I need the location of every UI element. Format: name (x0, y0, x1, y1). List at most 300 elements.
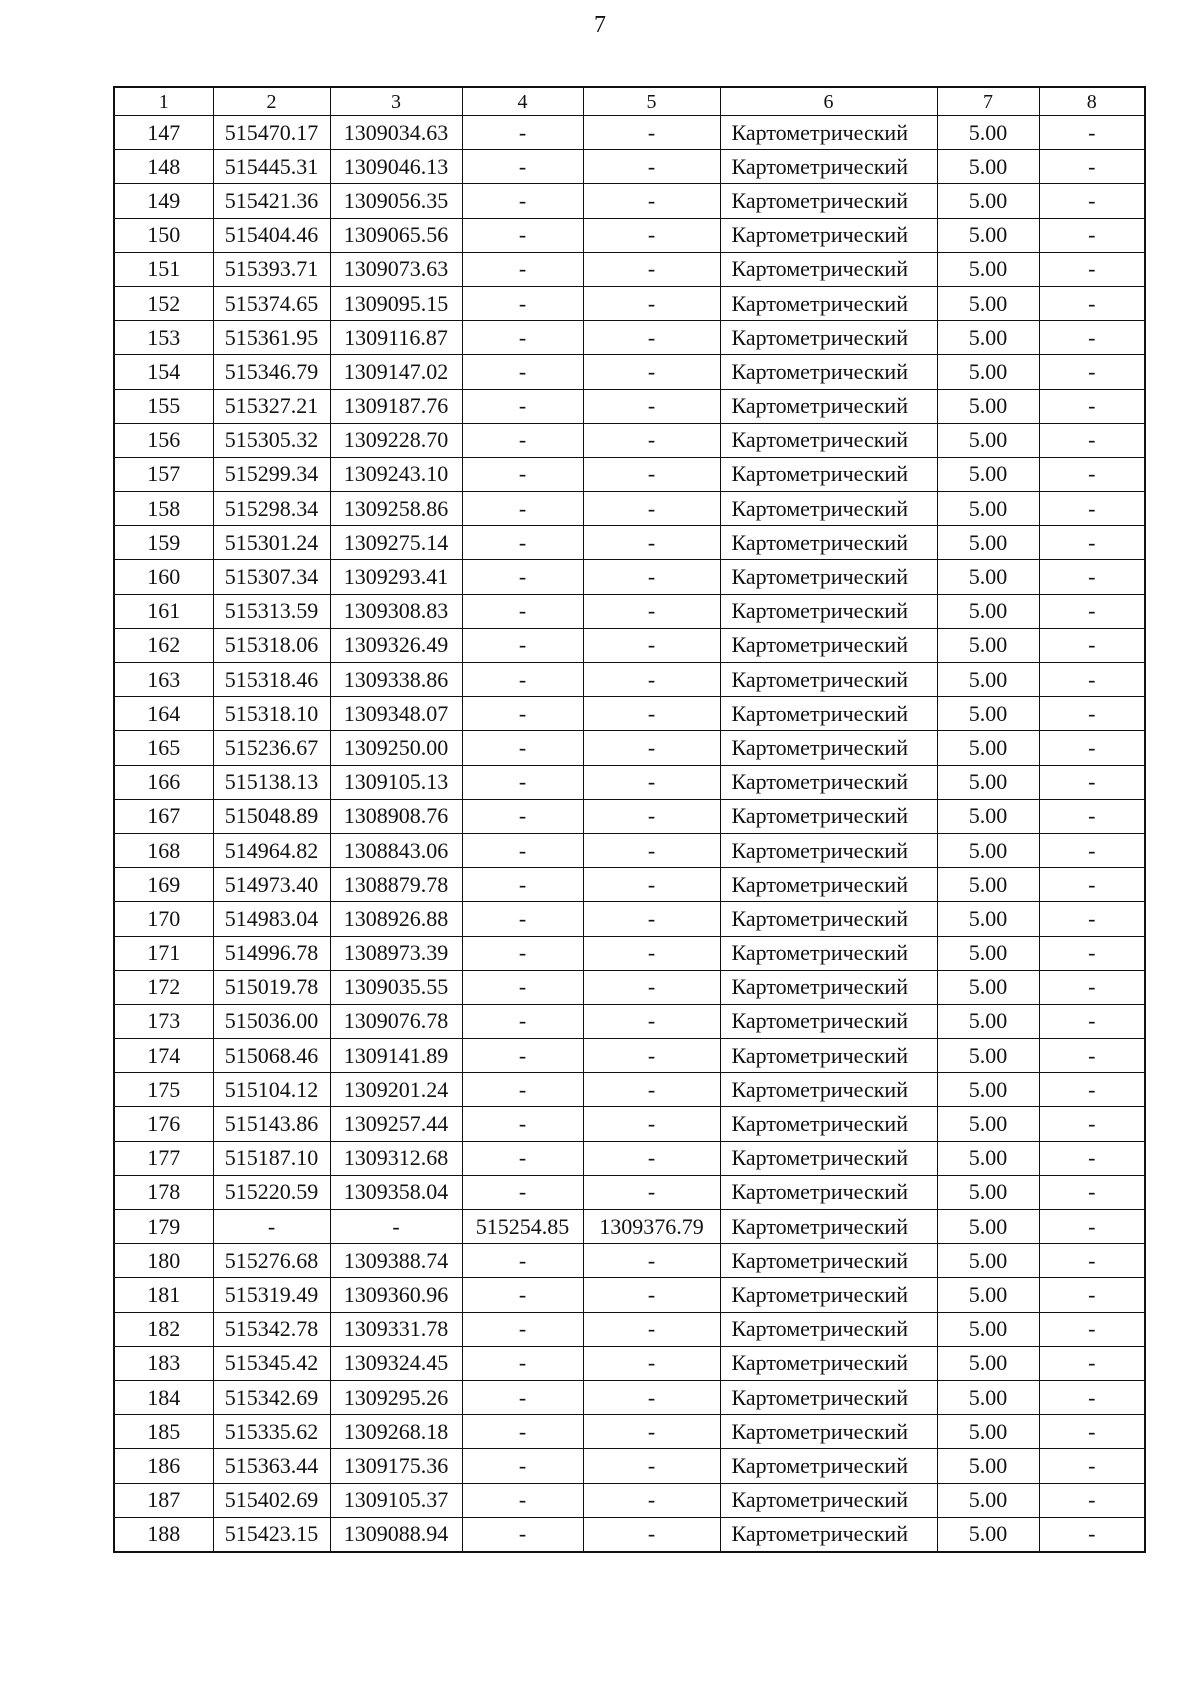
table-row (114, 1073, 1145, 1107)
table-row (114, 799, 1145, 833)
accuracy-cell: 5.00 (937, 492, 1039, 526)
column-header: 8 (1039, 87, 1145, 116)
method-cell: Картометрический (720, 1312, 937, 1346)
y-coordinate-cell: 1308843.06 (330, 833, 462, 867)
description-cell: - (1039, 1278, 1145, 1312)
y-new-coordinate-cell: - (583, 1415, 720, 1449)
accuracy-cell: 5.00 (937, 1004, 1039, 1038)
table-row (114, 1483, 1145, 1517)
accuracy-cell: 5.00 (937, 1346, 1039, 1380)
x-coordinate-cell: 515342.69 (213, 1380, 330, 1414)
method-cell: Картометрический (720, 628, 937, 662)
method-cell: Картометрический (720, 663, 937, 697)
table-row (114, 355, 1145, 389)
method-cell: Картометрический (720, 116, 937, 150)
method-cell: Картометрический (720, 594, 937, 628)
table-row (114, 423, 1145, 457)
x-new-coordinate-cell: - (462, 184, 583, 218)
point-number-cell: 172 (114, 970, 213, 1004)
x-new-coordinate-cell: - (462, 1073, 583, 1107)
x-coordinate-cell: 515393.71 (213, 252, 330, 286)
point-number-cell: 169 (114, 868, 213, 902)
accuracy-cell: 5.00 (937, 1517, 1039, 1552)
accuracy-cell: 5.00 (937, 184, 1039, 218)
description-cell: - (1039, 765, 1145, 799)
table-row (114, 663, 1145, 697)
description-cell: - (1039, 457, 1145, 491)
x-new-coordinate-cell: - (462, 116, 583, 150)
method-cell: Картометрический (720, 492, 937, 526)
y-new-coordinate-cell: - (583, 1107, 720, 1141)
y-coordinate-cell: 1309326.49 (330, 628, 462, 662)
x-coordinate-cell: 515404.46 (213, 218, 330, 252)
point-number-cell: 171 (114, 936, 213, 970)
y-new-coordinate-cell: - (583, 731, 720, 765)
point-number-cell: 174 (114, 1039, 213, 1073)
accuracy-cell: 5.00 (937, 423, 1039, 457)
x-coordinate-cell: 515374.65 (213, 286, 330, 320)
table-row (114, 321, 1145, 355)
method-cell: Картометрический (720, 833, 937, 867)
y-new-coordinate-cell: - (583, 970, 720, 1004)
method-cell: Картометрический (720, 1210, 937, 1244)
table-row (114, 1449, 1145, 1483)
x-new-coordinate-cell: - (462, 560, 583, 594)
description-cell: - (1039, 1346, 1145, 1380)
y-coordinate-cell: 1309360.96 (330, 1278, 462, 1312)
y-coordinate-cell: 1309141.89 (330, 1039, 462, 1073)
y-new-coordinate-cell: - (583, 663, 720, 697)
y-new-coordinate-cell: - (583, 560, 720, 594)
y-new-coordinate-cell: - (583, 594, 720, 628)
method-cell: Картометрический (720, 1449, 937, 1483)
table-row (114, 1141, 1145, 1175)
description-cell: - (1039, 355, 1145, 389)
y-new-coordinate-cell: - (583, 936, 720, 970)
x-new-coordinate-cell: - (462, 628, 583, 662)
y-coordinate-cell: 1309076.78 (330, 1004, 462, 1038)
x-new-coordinate-cell: - (462, 1175, 583, 1209)
y-coordinate-cell: 1309388.74 (330, 1244, 462, 1278)
table-row (114, 1380, 1145, 1414)
method-cell: Картометрический (720, 799, 937, 833)
x-new-coordinate-cell: - (462, 868, 583, 902)
x-coordinate-cell: 514983.04 (213, 902, 330, 936)
description-cell: - (1039, 526, 1145, 560)
table-row (114, 184, 1145, 218)
method-cell: Картометрический (720, 286, 937, 320)
table-row (114, 116, 1145, 150)
description-cell: - (1039, 1141, 1145, 1175)
point-number-cell: 165 (114, 731, 213, 765)
method-cell: Картометрический (720, 1107, 937, 1141)
method-cell: Картометрический (720, 321, 937, 355)
accuracy-cell: 5.00 (937, 1312, 1039, 1346)
x-new-coordinate-cell: - (462, 1312, 583, 1346)
y-new-coordinate-cell: - (583, 423, 720, 457)
description-cell: - (1039, 594, 1145, 628)
x-new-coordinate-cell: - (462, 594, 583, 628)
table-row (114, 1004, 1145, 1038)
y-new-coordinate-cell: - (583, 457, 720, 491)
x-coordinate-cell: 514996.78 (213, 936, 330, 970)
accuracy-cell: 5.00 (937, 1141, 1039, 1175)
description-cell: - (1039, 663, 1145, 697)
description-cell: - (1039, 389, 1145, 423)
x-coordinate-cell: 515345.42 (213, 1346, 330, 1380)
y-coordinate-cell: 1309331.78 (330, 1312, 462, 1346)
accuracy-cell: 5.00 (937, 1073, 1039, 1107)
method-cell: Картометрический (720, 1415, 937, 1449)
method-cell: Картометрический (720, 560, 937, 594)
accuracy-cell: 5.00 (937, 868, 1039, 902)
point-number-cell: 185 (114, 1415, 213, 1449)
y-coordinate-cell: 1309275.14 (330, 526, 462, 560)
y-new-coordinate-cell: - (583, 1175, 720, 1209)
table-row (114, 457, 1145, 491)
y-new-coordinate-cell: - (583, 1346, 720, 1380)
y-coordinate-cell: 1309065.56 (330, 218, 462, 252)
accuracy-cell: 5.00 (937, 321, 1039, 355)
point-number-cell: 181 (114, 1278, 213, 1312)
description-cell: - (1039, 184, 1145, 218)
x-new-coordinate-cell: - (462, 1517, 583, 1552)
x-new-coordinate-cell: - (462, 150, 583, 184)
point-number-cell: 156 (114, 423, 213, 457)
point-number-cell: 163 (114, 663, 213, 697)
method-cell: Картометрический (720, 457, 937, 491)
accuracy-cell: 5.00 (937, 765, 1039, 799)
accuracy-cell: 5.00 (937, 1039, 1039, 1073)
point-number-cell: 178 (114, 1175, 213, 1209)
method-cell: Картометрический (720, 970, 937, 1004)
description-cell: - (1039, 697, 1145, 731)
x-coordinate-cell: 515104.12 (213, 1073, 330, 1107)
y-new-coordinate-cell: - (583, 1312, 720, 1346)
accuracy-cell: 5.00 (937, 799, 1039, 833)
y-new-coordinate-cell: - (583, 1449, 720, 1483)
y-new-coordinate-cell: - (583, 697, 720, 731)
description-cell: - (1039, 1380, 1145, 1414)
point-number-cell: 180 (114, 1244, 213, 1278)
table-row (114, 252, 1145, 286)
y-coordinate-cell: 1309095.15 (330, 286, 462, 320)
method-cell: Картометрический (720, 1073, 937, 1107)
x-new-coordinate-cell: - (462, 731, 583, 765)
x-new-coordinate-cell: - (462, 321, 583, 355)
y-coordinate-cell: 1309035.55 (330, 970, 462, 1004)
point-number-cell: 164 (114, 697, 213, 731)
description-cell: - (1039, 1073, 1145, 1107)
x-new-coordinate-cell: - (462, 1278, 583, 1312)
description-cell: - (1039, 1312, 1145, 1346)
point-number-cell: 149 (114, 184, 213, 218)
method-cell: Картометрический (720, 1039, 937, 1073)
x-coordinate-cell: 515068.46 (213, 1039, 330, 1073)
accuracy-cell: 5.00 (937, 697, 1039, 731)
x-new-coordinate-cell: - (462, 252, 583, 286)
point-number-cell: 177 (114, 1141, 213, 1175)
x-coordinate-cell: 515019.78 (213, 970, 330, 1004)
y-coordinate-cell: 1309034.63 (330, 116, 462, 150)
y-new-coordinate-cell: - (583, 150, 720, 184)
method-cell: Картометрический (720, 252, 937, 286)
y-coordinate-cell: 1309358.04 (330, 1175, 462, 1209)
y-coordinate-cell: 1309116.87 (330, 321, 462, 355)
description-cell: - (1039, 423, 1145, 457)
table-row (114, 970, 1145, 1004)
method-cell: Картометрический (720, 765, 937, 799)
point-number-cell: 161 (114, 594, 213, 628)
column-header: 6 (720, 87, 937, 116)
y-coordinate-cell: 1309228.70 (330, 423, 462, 457)
accuracy-cell: 5.00 (937, 1210, 1039, 1244)
y-new-coordinate-cell: - (583, 1244, 720, 1278)
method-cell: Картометрический (720, 389, 937, 423)
accuracy-cell: 5.00 (937, 1380, 1039, 1414)
x-new-coordinate-cell: 515254.85 (462, 1210, 583, 1244)
x-coordinate-cell: 515319.49 (213, 1278, 330, 1312)
method-cell: Картометрический (720, 936, 937, 970)
x-coordinate-cell: 515421.36 (213, 184, 330, 218)
accuracy-cell: 5.00 (937, 1175, 1039, 1209)
table-row (114, 765, 1145, 799)
point-number-cell: 162 (114, 628, 213, 662)
point-number-cell: 155 (114, 389, 213, 423)
method-cell: Картометрический (720, 731, 937, 765)
x-coordinate-cell: 515299.34 (213, 457, 330, 491)
description-cell: - (1039, 1039, 1145, 1073)
x-coordinate-cell: 515327.21 (213, 389, 330, 423)
y-new-coordinate-cell: - (583, 628, 720, 662)
description-cell: - (1039, 1004, 1145, 1038)
method-cell: Картометрический (720, 902, 937, 936)
point-number-cell: 168 (114, 833, 213, 867)
table-row (114, 218, 1145, 252)
x-new-coordinate-cell: - (462, 902, 583, 936)
x-coordinate-cell: 515187.10 (213, 1141, 330, 1175)
x-coordinate-cell: 515036.00 (213, 1004, 330, 1038)
point-number-cell: 187 (114, 1483, 213, 1517)
x-new-coordinate-cell: - (462, 1004, 583, 1038)
method-cell: Картометрический (720, 184, 937, 218)
method-cell: Картометрический (720, 526, 937, 560)
x-coordinate-cell: 515143.86 (213, 1107, 330, 1141)
y-new-coordinate-cell: - (583, 765, 720, 799)
description-cell: - (1039, 799, 1145, 833)
x-coordinate-cell: 515220.59 (213, 1175, 330, 1209)
x-new-coordinate-cell: - (462, 799, 583, 833)
y-new-coordinate-cell: - (583, 1380, 720, 1414)
y-coordinate-cell: 1309056.35 (330, 184, 462, 218)
y-coordinate-cell: 1308926.88 (330, 902, 462, 936)
x-coordinate-cell: 515335.62 (213, 1415, 330, 1449)
y-new-coordinate-cell: - (583, 355, 720, 389)
y-coordinate-cell: 1309312.68 (330, 1141, 462, 1175)
description-cell: - (1039, 321, 1145, 355)
y-coordinate-cell: 1309308.83 (330, 594, 462, 628)
x-new-coordinate-cell: - (462, 457, 583, 491)
description-cell: - (1039, 1449, 1145, 1483)
x-new-coordinate-cell: - (462, 218, 583, 252)
point-number-cell: 148 (114, 150, 213, 184)
y-new-coordinate-cell: - (583, 286, 720, 320)
point-number-cell: 170 (114, 902, 213, 936)
y-new-coordinate-cell: - (583, 1004, 720, 1038)
column-header: 2 (213, 87, 330, 116)
accuracy-cell: 5.00 (937, 1415, 1039, 1449)
description-cell: - (1039, 628, 1145, 662)
y-coordinate-cell: 1309105.37 (330, 1483, 462, 1517)
x-coordinate-cell: 514973.40 (213, 868, 330, 902)
method-cell: Картометрический (720, 150, 937, 184)
accuracy-cell: 5.00 (937, 1483, 1039, 1517)
description-cell: - (1039, 868, 1145, 902)
y-new-coordinate-cell: - (583, 1483, 720, 1517)
accuracy-cell: 5.00 (937, 731, 1039, 765)
description-cell: - (1039, 116, 1145, 150)
description-cell: - (1039, 1107, 1145, 1141)
y-coordinate-cell: 1308908.76 (330, 799, 462, 833)
method-cell: Картометрический (720, 1141, 937, 1175)
x-coordinate-cell: 515138.13 (213, 765, 330, 799)
method-cell: Картометрический (720, 218, 937, 252)
description-cell: - (1039, 1244, 1145, 1278)
x-new-coordinate-cell: - (462, 1346, 583, 1380)
description-cell: - (1039, 970, 1145, 1004)
table-row (114, 868, 1145, 902)
method-cell: Картометрический (720, 868, 937, 902)
y-coordinate-cell: 1309324.45 (330, 1346, 462, 1380)
x-coordinate-cell: 515342.78 (213, 1312, 330, 1346)
x-new-coordinate-cell: - (462, 286, 583, 320)
accuracy-cell: 5.00 (937, 1449, 1039, 1483)
point-number-cell: 159 (114, 526, 213, 560)
x-new-coordinate-cell: - (462, 389, 583, 423)
table-row (114, 286, 1145, 320)
y-coordinate-cell: 1309201.24 (330, 1073, 462, 1107)
y-coordinate-cell: 1309147.02 (330, 355, 462, 389)
point-number-cell: 183 (114, 1346, 213, 1380)
point-number-cell: 167 (114, 799, 213, 833)
y-new-coordinate-cell: - (583, 902, 720, 936)
y-coordinate-cell: 1309257.44 (330, 1107, 462, 1141)
y-new-coordinate-cell: - (583, 116, 720, 150)
table-row (114, 1346, 1145, 1380)
point-number-cell: 184 (114, 1380, 213, 1414)
y-new-coordinate-cell: - (583, 321, 720, 355)
table-row (114, 1517, 1145, 1552)
y-new-coordinate-cell: - (583, 252, 720, 286)
y-coordinate-cell: 1308973.39 (330, 936, 462, 970)
table-row (114, 902, 1145, 936)
table-row (114, 150, 1145, 184)
method-cell: Картометрический (720, 355, 937, 389)
point-number-cell: 153 (114, 321, 213, 355)
point-number-cell: 188 (114, 1517, 213, 1552)
method-cell: Картометрический (720, 697, 937, 731)
accuracy-cell: 5.00 (937, 150, 1039, 184)
point-number-cell: 173 (114, 1004, 213, 1038)
y-new-coordinate-cell: 1309376.79 (583, 1210, 720, 1244)
table-row (114, 833, 1145, 867)
y-coordinate-cell: 1309293.41 (330, 560, 462, 594)
x-coordinate-cell: 514964.82 (213, 833, 330, 867)
point-number-cell: 152 (114, 286, 213, 320)
accuracy-cell: 5.00 (937, 355, 1039, 389)
y-coordinate-cell: - (330, 1210, 462, 1244)
y-coordinate-cell: 1309295.26 (330, 1380, 462, 1414)
x-coordinate-cell: 515298.34 (213, 492, 330, 526)
y-coordinate-cell: 1309268.18 (330, 1415, 462, 1449)
table-row (114, 492, 1145, 526)
table-row (114, 389, 1145, 423)
table-row (114, 1039, 1145, 1073)
point-number-cell: 154 (114, 355, 213, 389)
y-new-coordinate-cell: - (583, 1517, 720, 1552)
accuracy-cell: 5.00 (937, 286, 1039, 320)
description-cell: - (1039, 833, 1145, 867)
accuracy-cell: 5.00 (937, 560, 1039, 594)
description-cell: - (1039, 1210, 1145, 1244)
y-coordinate-cell: 1309243.10 (330, 457, 462, 491)
point-number-cell: 176 (114, 1107, 213, 1141)
x-new-coordinate-cell: - (462, 1449, 583, 1483)
x-new-coordinate-cell: - (462, 936, 583, 970)
x-new-coordinate-cell: - (462, 1244, 583, 1278)
x-coordinate-cell: 515361.95 (213, 321, 330, 355)
y-coordinate-cell: 1309348.07 (330, 697, 462, 731)
x-coordinate-cell: 515048.89 (213, 799, 330, 833)
table-row (114, 594, 1145, 628)
y-coordinate-cell: 1309073.63 (330, 252, 462, 286)
accuracy-cell: 5.00 (937, 1107, 1039, 1141)
method-cell: Картометрический (720, 423, 937, 457)
y-new-coordinate-cell: - (583, 492, 720, 526)
accuracy-cell: 5.00 (937, 833, 1039, 867)
table-row (114, 697, 1145, 731)
description-cell: - (1039, 731, 1145, 765)
point-number-cell: 166 (114, 765, 213, 799)
y-new-coordinate-cell: - (583, 389, 720, 423)
description-cell: - (1039, 1517, 1145, 1552)
column-header: 4 (462, 87, 583, 116)
method-cell: Картометрический (720, 1244, 937, 1278)
column-header: 1 (114, 87, 213, 116)
method-cell: Картометрический (720, 1380, 937, 1414)
x-new-coordinate-cell: - (462, 1141, 583, 1175)
x-new-coordinate-cell: - (462, 833, 583, 867)
y-coordinate-cell: 1308879.78 (330, 868, 462, 902)
x-coordinate-cell: 515318.06 (213, 628, 330, 662)
y-coordinate-cell: 1309187.76 (330, 389, 462, 423)
table-body (114, 116, 1145, 1552)
x-new-coordinate-cell: - (462, 765, 583, 799)
x-new-coordinate-cell: - (462, 1107, 583, 1141)
y-new-coordinate-cell: - (583, 184, 720, 218)
accuracy-cell: 5.00 (937, 218, 1039, 252)
method-cell: Картометрический (720, 1004, 937, 1038)
x-coordinate-cell: 515445.31 (213, 150, 330, 184)
accuracy-cell: 5.00 (937, 594, 1039, 628)
column-header: 3 (330, 87, 462, 116)
accuracy-cell: 5.00 (937, 389, 1039, 423)
x-coordinate-cell: 515346.79 (213, 355, 330, 389)
x-new-coordinate-cell: - (462, 697, 583, 731)
point-number-cell: 147 (114, 116, 213, 150)
point-number-cell: 160 (114, 560, 213, 594)
x-coordinate-cell: 515423.15 (213, 1517, 330, 1552)
